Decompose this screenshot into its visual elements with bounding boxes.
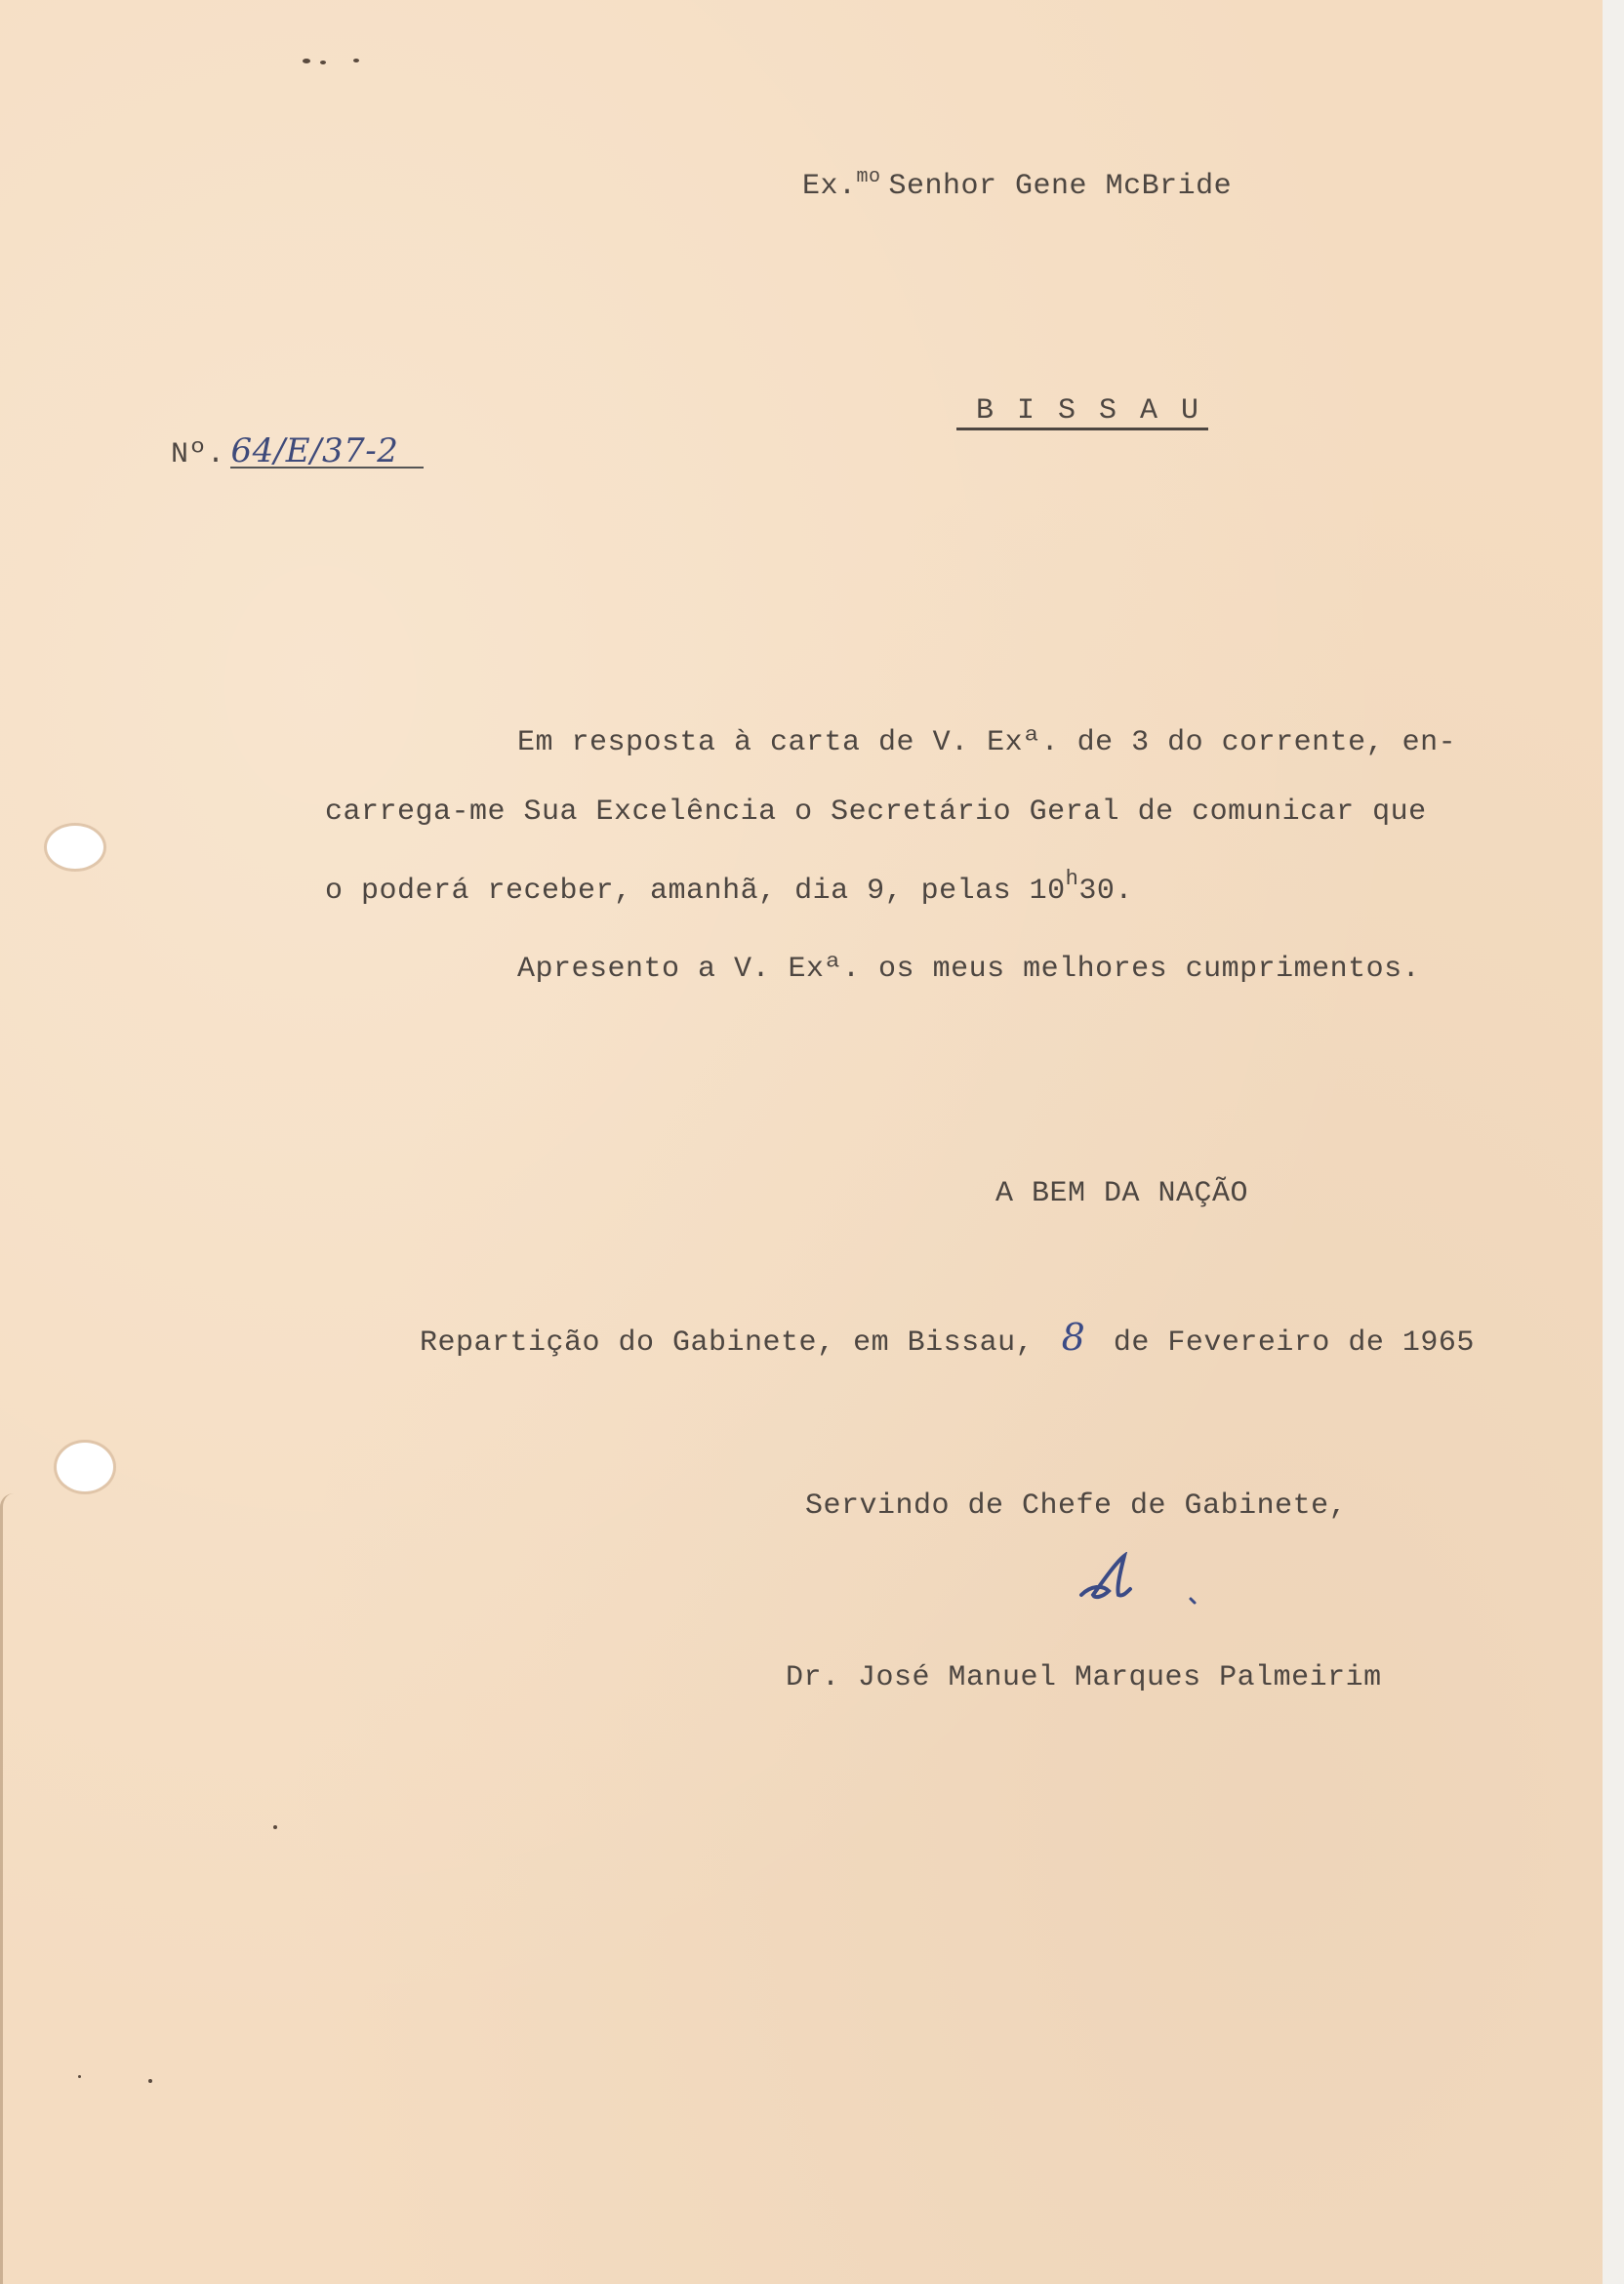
reference-line [171, 431, 398, 471]
time-minutes: 30. [1078, 875, 1133, 908]
date-prefix: Repartição do Gabinete, em Bissau, [420, 1326, 1035, 1360]
motto: A BEM DA NAÇÃO [995, 1177, 1249, 1210]
signature-stroke [1081, 1556, 1130, 1597]
addressee-superscript: mo [856, 166, 881, 188]
addressee-line [802, 166, 1232, 203]
punch-hole-top [47, 826, 103, 869]
handwritten-signature [1074, 1552, 1210, 1620]
punch-hole-bottom [57, 1443, 113, 1491]
date-suffix: de Fevereiro de 1965 [1113, 1326, 1475, 1360]
place-title-underline [956, 428, 1208, 430]
date-day-handwritten: 8 [1061, 1316, 1086, 1359]
reference-number: 64/E/37-2 [230, 431, 399, 470]
body-paragraph-1-line-2: carrega-me Sua Excelência o Secretário Geral de comunicar que [325, 795, 1427, 829]
addressee-name: Senhor Gene McBride [888, 170, 1233, 203]
addressee-prefix: Ex. [802, 170, 857, 203]
paper-speck [320, 61, 326, 64]
reference-underline [230, 467, 424, 469]
body-paragraph-2: Apresento a V. Exª. os meus melhores cumprimentos. [517, 953, 1421, 986]
paper-speck [353, 59, 359, 62]
date-line [420, 1316, 1475, 1360]
body-paragraph-1-line-1: Em resposta à carta de V. Exª. de 3 do corrente, en- [517, 726, 1457, 759]
signature-dot [1191, 1599, 1195, 1603]
paper-speck [273, 1825, 277, 1829]
paper-speck [78, 2075, 81, 2078]
paper-speck [303, 59, 310, 63]
page-fold-line [0, 1493, 42, 2284]
time-hour-superscript: h [1065, 867, 1079, 891]
signatory-name: Dr. José Manuel Marques Palmeirim [786, 1661, 1382, 1694]
reference-prefix: Nº. [171, 438, 225, 471]
body-line-3-text: o poderá receber, amanhã, dia 9, pelas 10 [325, 875, 1066, 908]
paper-speck [148, 2079, 152, 2083]
place-title: B I S S A U [976, 394, 1202, 428]
signatory-role: Servindo de Chefe de Gabinete, [805, 1489, 1348, 1523]
body-paragraph-1-line-3 [325, 867, 1133, 908]
